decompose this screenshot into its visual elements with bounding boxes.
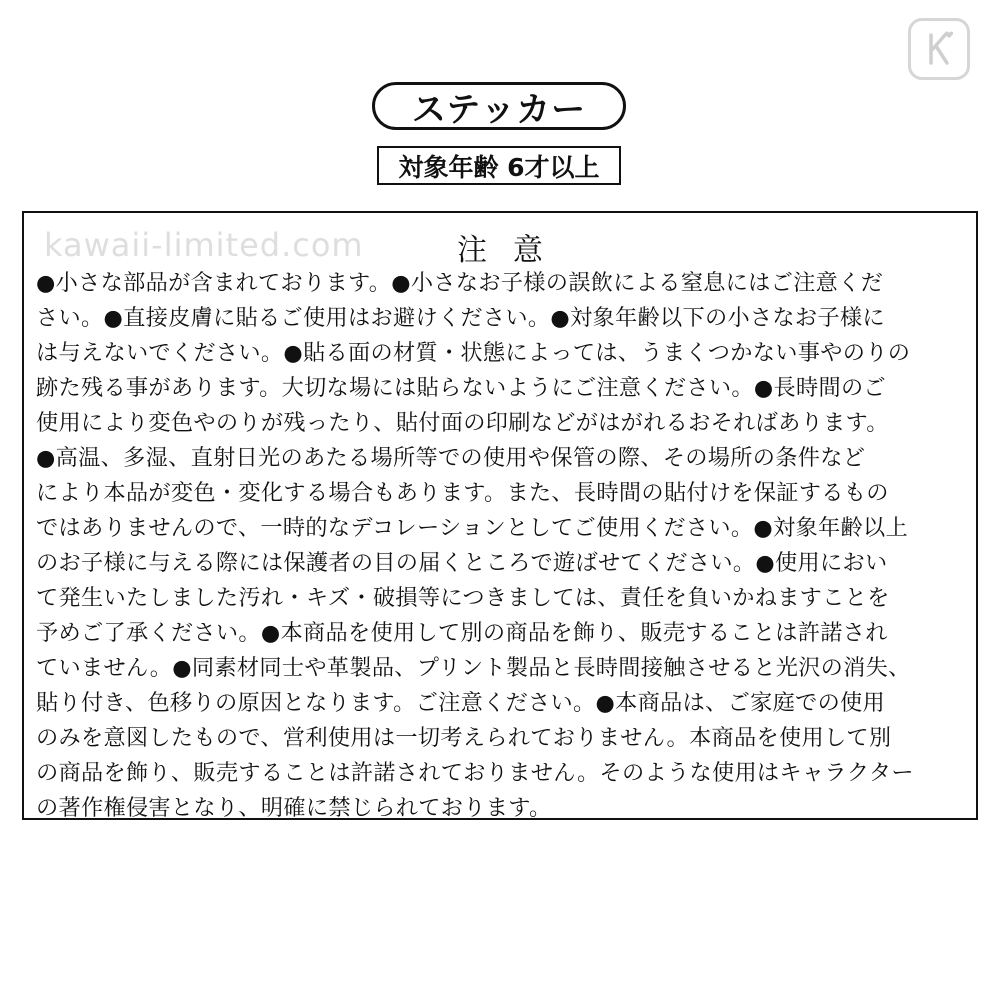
notice-line: て発生いたしました汚れ・キズ・破損等につきましては、責任を負いかねますことを [36,585,890,611]
notice-line: のみを意図したもので、営利使用は一切考えられておりません。本商品を使用して別 [36,725,892,751]
notice-line: ていません。●同素材同士や革製品、プリント製品と長時間接触させると光沢の消失、 [36,655,911,681]
notice-line: 貼り付き、色移りの原因となります。ご注意ください。●本商品は、ご家庭での使用 [36,690,886,716]
notice-line: は与えないでください。●貼る面の材質・状態によっては、うまくつかない事やのりの [36,340,911,366]
notice-line: 使用により変色やのりが残ったり、貼付面の印刷などがはがれるおそればあります。 [36,410,889,436]
watermark-text: kawaii-limited.com [44,226,364,264]
notice-line: により本品が変色・変化する場合もあります。また、長時間の貼付けを保証するもの [36,480,889,506]
k-heart-logo-svg [911,21,967,77]
notice-line: の商品を飾り、販売することは許諾されておりません。そのような使用はキャラクター [36,760,914,786]
notice-line: 跡た残る事があります。大切な場には貼らないようにご注意ください。●長時間のご [36,375,886,401]
notice-line: ●高温、多湿、直射日光のあたる場所等での使用や保管の際、その場所の条件など [36,445,866,471]
notice-line: ●小さな部品が含まれております。●小さなお子様の誤飲による窒息にはご注意くだ [36,270,884,296]
notice-text-block [36,266,968,826]
k-heart-logo-icon [908,18,970,80]
notice-line: さい。●直接皮膚に貼るご使用はお避けください。●対象年齢以下の小さなお子様に [36,305,885,331]
notice-line: の著作権侵害となり、明確に禁じられております。 [36,795,552,821]
notice-line: 予めご了承ください。●本商品を使用して別の商品を飾り、販売することは許諾され [36,620,888,646]
notice-line: のお子様に与える際には保護者の目の届くところで遊ばせてください。●使用におい [36,550,888,576]
notice-line: ではありませんので、一時的なデコレーションとしてご使用ください。●対象年齢以上 [36,515,908,541]
notice-title: 注意 [457,233,569,268]
product-type-label: ステッカー [372,82,626,130]
age-rating-label: 対象年齢 6才以上 [377,146,621,185]
